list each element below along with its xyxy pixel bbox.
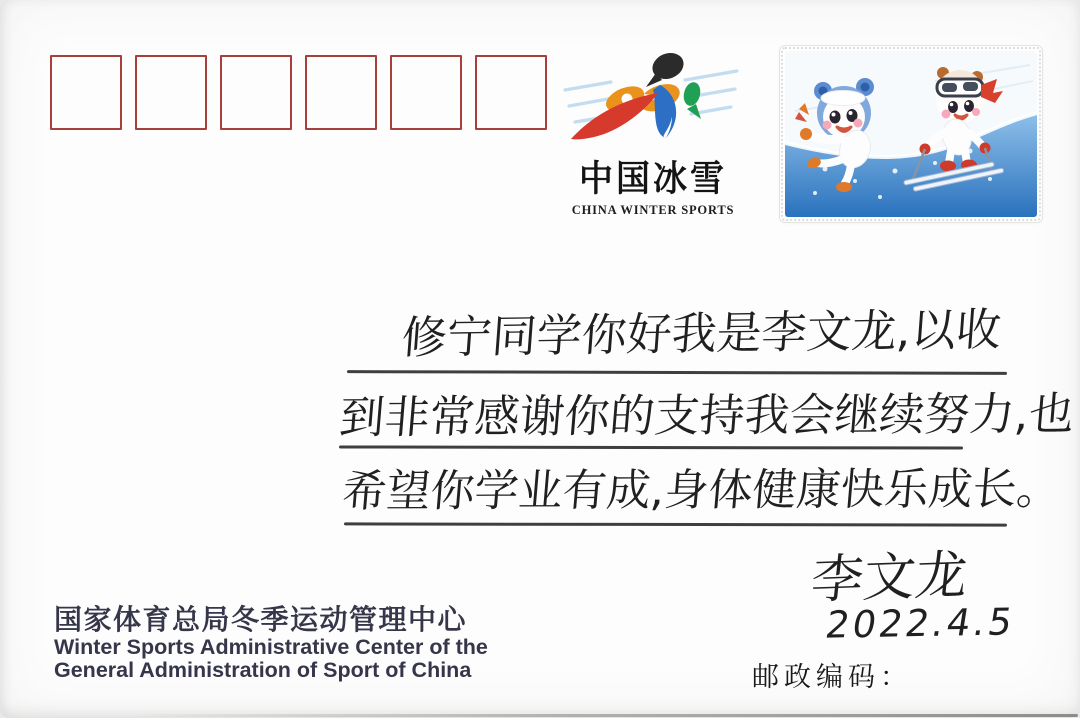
message-line-1: 修宁同学你好我是李文龙,以收 bbox=[399, 302, 1003, 365]
postal-code-box bbox=[220, 55, 292, 130]
message-line-3: 希望你学业有成,身体健康快乐成长。 bbox=[340, 463, 1063, 518]
message-line-2: 到非常感谢你的支持我会继续努力,也 bbox=[337, 387, 1077, 444]
two-winter-mascots-skiing-stamp-illustration bbox=[785, 51, 1037, 217]
china-winter-sports-logo bbox=[561, 42, 745, 218]
winter-sports-skier-brushstroke-icon bbox=[561, 42, 745, 148]
sender-org-english-line-1: Winter Sports Administrative Center of the bbox=[54, 635, 488, 659]
logo-title: 中国冰雪 bbox=[579, 160, 727, 200]
sender-org-chinese: 国家体育总局冬季运动管理中心 bbox=[54, 604, 468, 635]
sender-org-english-line-2: General Administration of Sport of China bbox=[54, 657, 472, 682]
ruled-underline-3 bbox=[344, 522, 1007, 526]
postal-code-box bbox=[475, 55, 547, 130]
stamp bbox=[780, 46, 1042, 222]
photo-bottom-edge bbox=[130, 714, 1078, 717]
postal-code-label: 邮政编码： bbox=[752, 662, 912, 692]
postal-code-box bbox=[50, 55, 122, 130]
postal-code-box bbox=[135, 55, 207, 130]
ruled-underline-1 bbox=[347, 370, 1007, 374]
logo-subtitle: CHINA WINTER SPORTS bbox=[571, 203, 735, 217]
signature: 李文龙 bbox=[808, 545, 971, 611]
ruled-underline-2 bbox=[339, 445, 963, 449]
postal-code-boxes bbox=[50, 55, 547, 130]
postal-code-box bbox=[305, 55, 377, 130]
postal-code-box bbox=[390, 55, 462, 130]
handwritten-date: 2022.4.5 bbox=[822, 600, 1019, 647]
sender-org-english bbox=[54, 636, 488, 681]
